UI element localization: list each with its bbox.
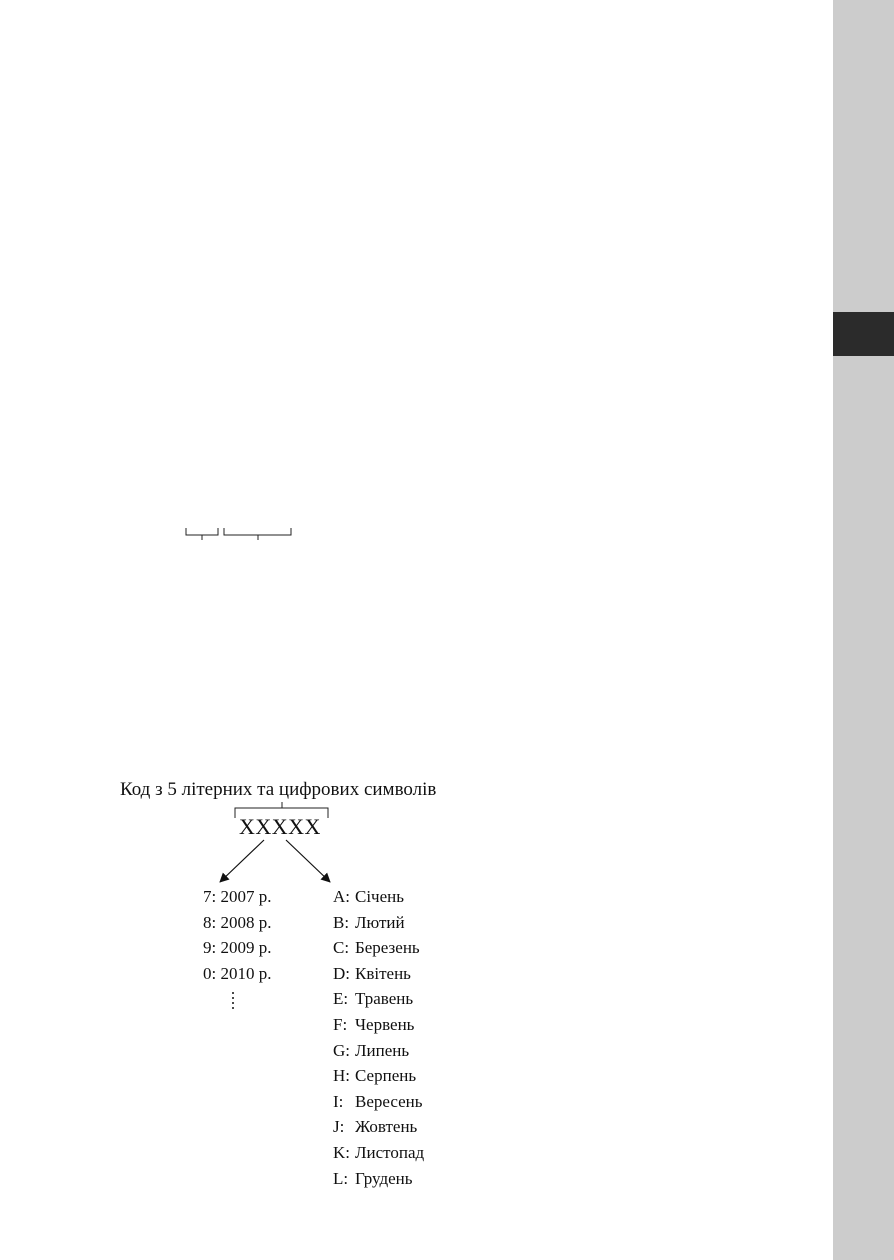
month-code-list — [333, 884, 424, 1191]
month-arrow — [286, 840, 330, 882]
month-code-key: D: — [333, 963, 350, 983]
month-name: Березень — [355, 938, 420, 958]
continuation-dots — [228, 990, 238, 1014]
month-name: Липень — [355, 1040, 410, 1060]
year-code-item: 9: 2009 р. — [203, 938, 272, 958]
month-code-key: C: — [333, 938, 350, 958]
month-code-item — [333, 884, 424, 910]
year-code-item: 7: 2007 р. — [203, 887, 272, 906]
month-name: Квітень — [355, 963, 411, 983]
month-code-key: L: — [333, 1168, 349, 1188]
month-name: Грудень — [355, 1168, 413, 1188]
year-code-item: 8: 2008 р. — [203, 912, 272, 932]
year-code-list — [203, 884, 271, 986]
code-caption: Код з 5 літерних та цифрових символів — [120, 779, 437, 800]
month-code-key: F: — [333, 1014, 348, 1034]
month-name: Січень — [355, 887, 405, 906]
month-code-key: J: — [333, 1117, 345, 1137]
month-code-item — [333, 910, 424, 936]
month-code-item — [333, 1166, 424, 1192]
month-code-item — [333, 961, 424, 987]
month-code-item — [333, 1038, 424, 1064]
code-placeholder: XXXXX — [239, 814, 321, 839]
month-code-item — [333, 1012, 424, 1038]
bracket-marks — [180, 524, 300, 544]
month-name: Травень — [355, 989, 414, 1009]
month-code-key: E: — [333, 989, 349, 1009]
side-margin-bar — [833, 0, 894, 1260]
month-code-item — [333, 986, 424, 1012]
month-name: Вересень — [355, 1091, 423, 1111]
month-code-item — [333, 1089, 424, 1115]
month-code-key: I: — [333, 1091, 344, 1111]
month-code-key: H: — [333, 1066, 350, 1086]
month-code-item — [333, 1114, 424, 1140]
month-name: Лютий — [355, 912, 405, 932]
month-code-key: G: — [333, 1040, 350, 1060]
month-code-key: K: — [333, 1142, 350, 1162]
month-name: Жовтень — [355, 1117, 418, 1137]
month-code-item — [333, 1063, 424, 1089]
month-code-key: A: — [333, 887, 350, 906]
month-name: Червень — [355, 1014, 415, 1034]
month-code-key: B: — [333, 912, 350, 932]
chapter-tab-marker — [833, 312, 894, 356]
month-code-item — [333, 1140, 424, 1166]
month-name: Серпень — [355, 1066, 417, 1086]
month-name: Листопад — [355, 1142, 425, 1162]
month-code-item — [333, 935, 424, 961]
year-code-item: 0: 2010 р. — [203, 963, 272, 983]
year-arrow — [220, 840, 264, 882]
